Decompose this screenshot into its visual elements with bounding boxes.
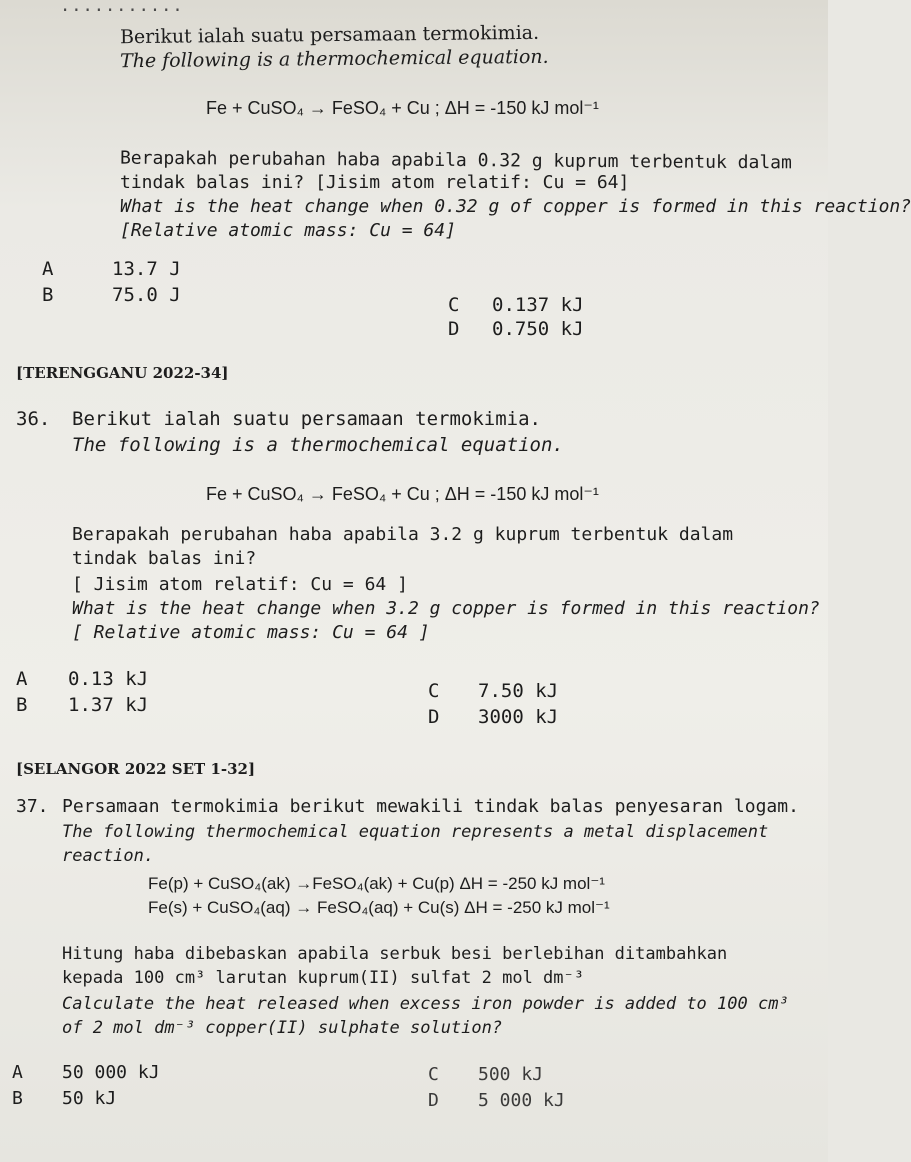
q35-option-a-letter[interactable]: A — [42, 258, 54, 280]
q37-question-malay-line2: kepada 100 cm³ larutan kuprum(II) sulfat 2 mol dm⁻³ — [62, 968, 584, 988]
q36-statement-english: The following is a thermochemical equation. — [72, 434, 564, 456]
q37-statement-english-line1: The following thermochemical equation represents a metal displacement — [62, 822, 769, 842]
q36-option-c-letter[interactable]: C — [428, 680, 440, 702]
q36-question-malay-line1: Berapakah perubahan haba apabila 3.2 g kuprum terbentuk dalam — [72, 524, 734, 545]
q37-option-d-letter[interactable]: D — [428, 1090, 439, 1111]
q37-equation-english: Fe(s) + CuSO₄(aq) → FeSO₄(aq) + Cu(s) ΔH = -250 kJ mol⁻¹ — [148, 898, 610, 917]
q37-statement-malay: Persamaan termokimia berikut mewakili tindak balas penyesaran logam. — [62, 796, 799, 817]
q37-equation-malay: Fe(p) + CuSO₄(ak) →FeSO₄(ak) + Cu(p) ΔH = -250 kJ mol⁻¹ — [148, 874, 605, 893]
q36-equation: Fe + CuSO₄ → FeSO₄ + Cu ; ΔH = -150 kJ mol⁻¹ — [206, 484, 599, 504]
q35-question-english-line2: [Relative atomic mass: Cu = 64] — [120, 220, 456, 241]
q35-option-d-text[interactable]: 0.750 kJ — [492, 318, 584, 340]
q36-option-b-letter[interactable]: B — [16, 694, 28, 716]
q35-statement-english: The following is a thermochemical equation. — [119, 45, 549, 73]
q37-source-label: [SELANGOR 2022 SET 1-32] — [16, 760, 256, 778]
q36-number: 36. — [16, 408, 51, 430]
q37-question-english-line2: of 2 mol dm⁻³ copper(II) sulphate solution? — [62, 1018, 503, 1038]
q36-option-b-text[interactable]: 1.37 kJ — [68, 694, 149, 716]
cropped-top-text: ........... — [60, 0, 184, 16]
q37-option-a-letter[interactable]: A — [12, 1062, 23, 1083]
q37-question-english-line1: Calculate the heat released when excess iron powder is added to 100 cm³ — [62, 994, 789, 1014]
q35-option-d-letter[interactable]: D — [448, 318, 460, 340]
q35-option-b-letter[interactable]: B — [42, 284, 54, 306]
q37-option-c-text[interactable]: 500 kJ — [478, 1064, 544, 1085]
q35-option-a-text[interactable]: 13.7 J — [112, 258, 181, 280]
q36-option-a-letter[interactable]: A — [16, 668, 28, 690]
q35-option-c-text[interactable]: 0.137 kJ — [492, 294, 584, 316]
q37-option-b-text[interactable]: 50 kJ — [62, 1088, 117, 1109]
q37-option-d-text[interactable]: 5 000 kJ — [478, 1090, 565, 1111]
q35-option-b-text[interactable]: 75.0 J — [112, 284, 181, 306]
q35-question-malay-line2: tindak balas ini? [Jisim atom relatif: Cu = 64] — [120, 172, 630, 193]
q36-source-label: [TERENGGANU 2022-34] — [16, 364, 229, 382]
q37-option-c-letter[interactable]: C — [428, 1064, 439, 1085]
q37-option-a-text[interactable]: 50 000 kJ — [62, 1062, 160, 1083]
q36-option-d-letter[interactable]: D — [428, 706, 440, 728]
q36-statement-malay: Berikut ialah suatu persamaan termokimia. — [72, 408, 541, 430]
q35-statement-malay: Berikut ialah suatu persamaan termokimia. — [119, 21, 540, 49]
q37-statement-english-line2: reaction. — [62, 846, 155, 866]
q35-question-english-line1: What is the heat change when 0.32 g of copper is formed in this reaction? — [120, 196, 911, 217]
q35-equation: Fe + CuSO₄ → FeSO₄ + Cu ; ΔH = -150 kJ mol⁻¹ — [206, 98, 599, 118]
q36-question-malay-line2: tindak balas ini? — [72, 548, 257, 569]
q37-option-b-letter[interactable]: B — [12, 1088, 23, 1109]
q36-option-a-text[interactable]: 0.13 kJ — [68, 668, 149, 690]
q36-relative-mass-english: [ Relative atomic mass: Cu = 64 ] — [72, 622, 430, 643]
q35-question-malay-line1: Berapakah perubahan haba apabila 0.32 g kuprum terbentuk dalam — [119, 147, 792, 174]
q35-option-c-letter[interactable]: C — [448, 294, 460, 316]
q37-question-malay-line1: Hitung haba dibebaskan apabila serbuk besi berlebihan ditambahkan — [62, 944, 728, 964]
q36-option-c-text[interactable]: 7.50 kJ — [478, 680, 559, 702]
q37-number: 37. — [16, 796, 49, 817]
q36-option-d-text[interactable]: 3000 kJ — [478, 706, 559, 728]
q36-relative-mass-malay: [ Jisim atom relatif: Cu = 64 ] — [72, 574, 408, 595]
q36-question-english: What is the heat change when 3.2 g copper is formed in this reaction? — [72, 598, 820, 619]
